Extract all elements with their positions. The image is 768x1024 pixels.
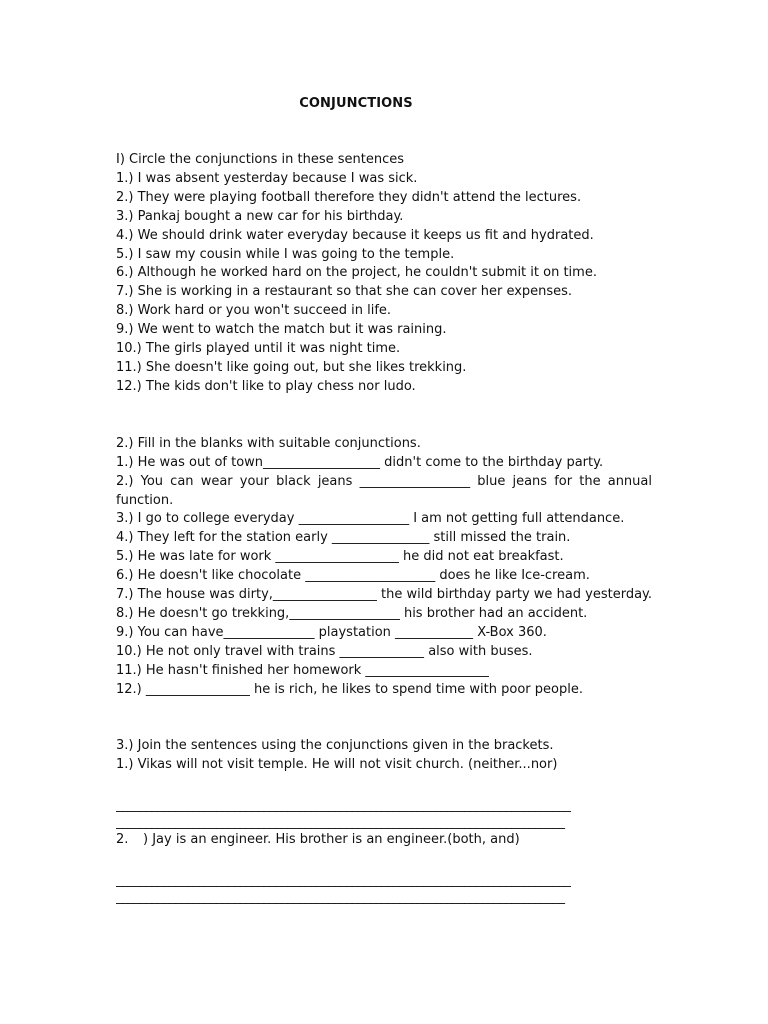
section1-item-5: 5.) I saw my cousin while I was going to the temple. bbox=[116, 246, 455, 262]
section3-item-2-number: 2. bbox=[116, 832, 129, 848]
section2-item-8: 8.) He doesn't go trekking,_________________ his brother had an accident. bbox=[116, 605, 588, 621]
section-spacer bbox=[116, 397, 652, 435]
section-join-sentences bbox=[116, 737, 652, 906]
section3-item-2-answer-line-2: ____________________________________________________________________________ bbox=[116, 890, 565, 906]
page-title: CONJUNCTIONS bbox=[299, 96, 413, 111]
section-fill-blanks bbox=[116, 435, 652, 700]
section2-item-2-continuation: function. bbox=[116, 492, 174, 508]
section3-item-1: 1.) Vikas will not visit temple. He will not visit church. (neither...nor) bbox=[116, 757, 558, 773]
section-spacer bbox=[116, 699, 652, 737]
section3-item-2-answer-line-1: _____________________________________________________________________________ bbox=[116, 873, 571, 889]
section1-heading: I) Circle the conjunctions in these sentences bbox=[116, 152, 405, 167]
section2-item-12: 12.) ________________ he is rich, he likes to spend time with poor people. bbox=[116, 681, 583, 697]
section2-item-3: 3.) I go to college everyday _________________ I am not getting full attendance. bbox=[116, 511, 625, 527]
section2-item-11: 11.) He hasn't finished her homework ___________________ bbox=[116, 662, 489, 678]
section2-item-5: 5.) He was late for work ___________________ he did not eat breakfast. bbox=[116, 549, 564, 565]
section3-item-1-answer-line-1: _____________________________________________________________________________ bbox=[116, 798, 571, 814]
section1-item-3: 3.) Pankaj bought a new car for his birthday. bbox=[116, 208, 404, 224]
section1-item-1: 1.) I was absent yesterday because I was sick. bbox=[116, 170, 418, 186]
section2-item-7: 7.) The house was dirty,________________ the wild birthday party we had yesterday. bbox=[116, 587, 652, 603]
section2-item-1: 1.) He was out of town__________________ didn't come to the birthday party. bbox=[116, 454, 604, 470]
section2-item-2: 2.) You can wear your black jeans _________________ blue jeans for the annual bbox=[116, 473, 652, 489]
section1-item-9: 9.) We went to watch the match but it was raining. bbox=[116, 322, 447, 338]
worksheet-content bbox=[116, 151, 652, 906]
answer-spacer bbox=[116, 775, 652, 797]
section2-item-6: 6.) He doesn't like chocolate ____________________ does he like Ice-cream. bbox=[116, 568, 590, 584]
section1-item-7: 7.) She is working in a restaurant so that she can cover her expenses. bbox=[116, 284, 573, 300]
answer-spacer bbox=[116, 850, 652, 872]
section2-item-10: 10.) He not only travel with trains _____________ also with buses. bbox=[116, 643, 533, 659]
section2-heading: 2.) Fill in the blanks with suitable conjunctions. bbox=[116, 435, 421, 451]
section1-item-11: 11.) She doesn't like going out, but she likes trekking. bbox=[116, 359, 467, 375]
section1-item-4: 4.) We should drink water everyday because it keeps us fit and hydrated. bbox=[116, 227, 594, 243]
section3-item-1-answer-line-2: ____________________________________________________________________________ bbox=[116, 815, 565, 831]
section3-item-2-text: ) Jay is an engineer. His brother is an engineer.(both, and) bbox=[143, 832, 520, 848]
section3-heading: 3.) Join the sentences using the conjunctions given in the brackets. bbox=[116, 738, 554, 754]
section1-item-6: 6.) Although he worked hard on the project, he couldn't submit it on time. bbox=[116, 265, 597, 281]
section1-item-10: 10.) The girls played until it was night time. bbox=[116, 341, 401, 357]
section1-item-12: 12.) The kids don't like to play chess nor ludo. bbox=[116, 378, 416, 394]
section1-item-8: 8.) Work hard or you won't succeed in life. bbox=[116, 303, 392, 319]
section2-item-4: 4.) They left for the station early _______________ still missed the train. bbox=[116, 530, 571, 546]
section1-item-2: 2.) They were playing football therefore they didn't attend the lectures. bbox=[116, 189, 582, 205]
section-circle-conjunctions bbox=[116, 151, 652, 397]
section3-item-2 bbox=[116, 831, 652, 850]
section2-item-9: 9.) You can have______________ playstation ____________ X-Box 360. bbox=[116, 624, 547, 640]
